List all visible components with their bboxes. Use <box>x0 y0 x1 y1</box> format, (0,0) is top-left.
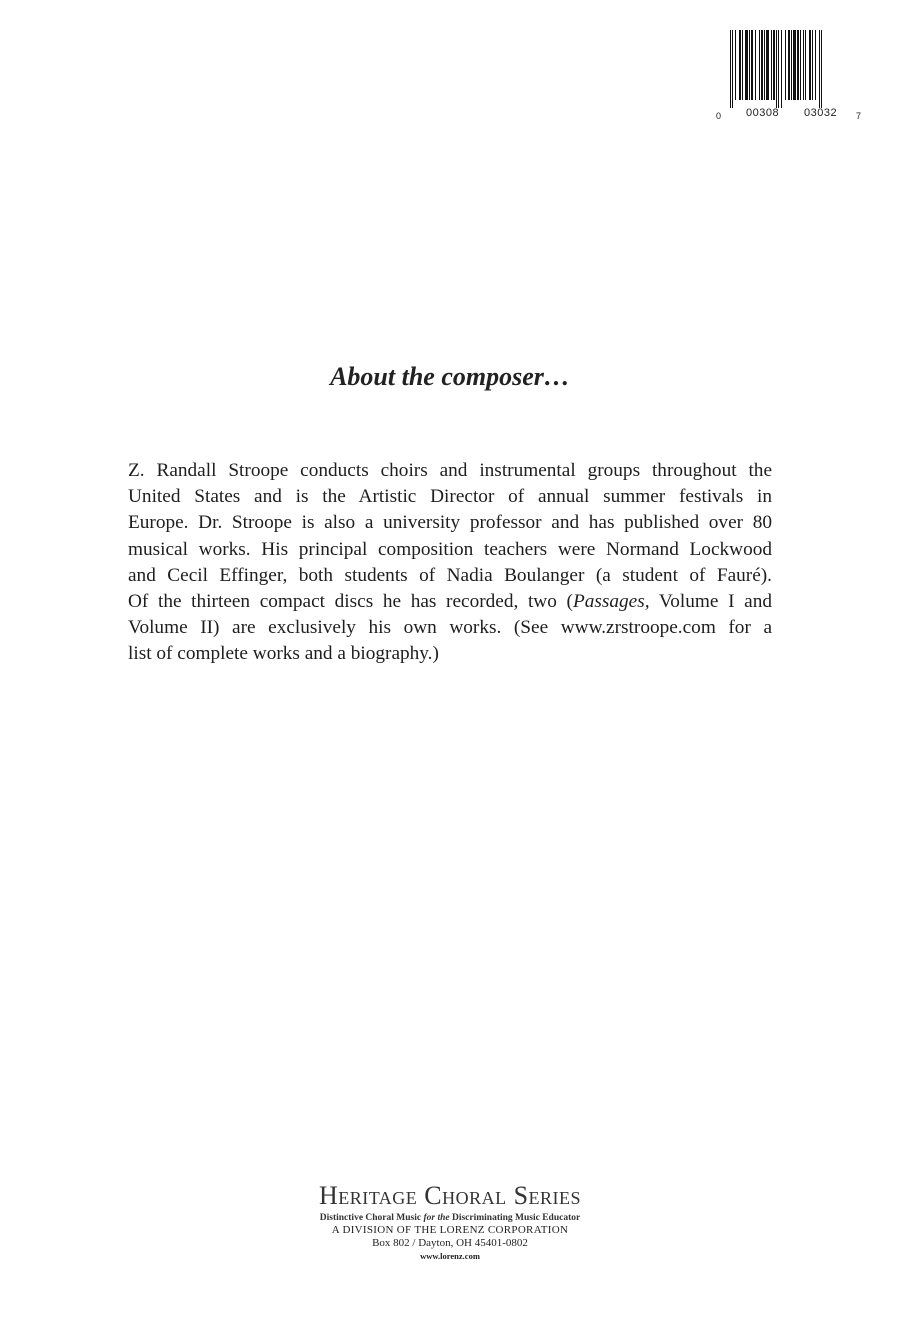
barcode-bar <box>759 30 760 100</box>
series-tagline <box>0 1212 900 1224</box>
barcode-bar <box>745 30 748 100</box>
tagline-start: Distinctive Choral Music <box>319 1213 424 1223</box>
barcode-bar <box>793 30 796 100</box>
bio-line-5: and Cecil Effinger, both students of Nadia Boulanger (a student of Fauré). <box>128 564 772 586</box>
publisher-website: www.lorenz.com <box>420 1251 480 1261</box>
barcode-bar <box>778 30 779 108</box>
barcode-bar <box>730 30 731 108</box>
barcode-bar <box>732 30 733 108</box>
page-heading: About the composer… <box>330 362 570 391</box>
series-title: Heritage Choral Series <box>318 1181 582 1210</box>
composer-biography <box>128 458 772 668</box>
bio-line-6 <box>128 589 772 615</box>
barcode-digit-right: 7 <box>856 111 862 121</box>
barcode-bar <box>812 30 813 100</box>
album-title-passages: Passages, <box>572 591 650 613</box>
bio-line-6-end: Volume I and <box>649 591 772 613</box>
barcode-bar <box>749 30 750 100</box>
barcode-bar <box>809 30 811 100</box>
upc-barcode <box>716 30 862 122</box>
barcode-bar <box>764 30 765 100</box>
barcode-digit-group-2: 03032 <box>804 107 838 119</box>
publisher-footer <box>0 1180 900 1262</box>
barcode-bar <box>742 30 743 100</box>
bio-line-8: list of complete works and a biography.) <box>128 643 439 665</box>
tagline-end: Discriminating Music Educator <box>449 1213 581 1223</box>
barcode-bar <box>773 30 775 100</box>
barcode-bar <box>819 30 820 108</box>
bio-line-4: musical works. His principal composition teachers were Normand Lockwood <box>128 538 772 560</box>
barcode-bar <box>785 30 786 100</box>
barcode-bar <box>739 30 741 100</box>
barcode-bar <box>791 30 792 100</box>
barcode-bar <box>788 30 790 100</box>
barcode-bar <box>755 30 756 100</box>
bio-line-6-start: Of the thirteen compact discs he has recorded, two ( <box>128 591 573 613</box>
barcode-bar <box>751 30 753 100</box>
bio-line-2: United States and is the Artistic Director of annual summer festivals in <box>128 486 772 508</box>
barcode-bar <box>776 30 777 108</box>
bio-line-7: Volume II) are exclusively his own works. (See www.zrstroope.com for a <box>128 617 772 639</box>
barcode-bar <box>781 30 782 108</box>
bio-line-3: Europe. Dr. Stroope is also a university professor and has published over 80 <box>128 512 772 534</box>
barcode-bars <box>730 30 856 108</box>
barcode-bar <box>766 30 769 100</box>
barcode-bar <box>815 30 816 100</box>
barcode-bar <box>805 30 806 100</box>
barcode-bar <box>735 30 736 100</box>
barcode-bar <box>800 30 801 100</box>
barcode-bar <box>797 30 799 100</box>
barcode-bar <box>761 30 763 100</box>
tagline-italic: for the <box>423 1213 450 1223</box>
barcode-digit-group-1: 00308 <box>746 107 780 119</box>
publisher-address: Box 802 / Dayton, OH 45401-0802 <box>372 1237 528 1249</box>
barcode-bar <box>803 30 804 100</box>
barcode-bar <box>771 30 772 100</box>
barcode-bar <box>821 30 822 108</box>
bio-line-1: Z. Randall Stroope conducts choirs and instrumental groups throughout the <box>128 460 772 481</box>
barcode-digit-left: 0 <box>716 111 722 121</box>
publisher-division: A DIVISION OF THE LORENZ CORPORATION <box>331 1224 569 1236</box>
